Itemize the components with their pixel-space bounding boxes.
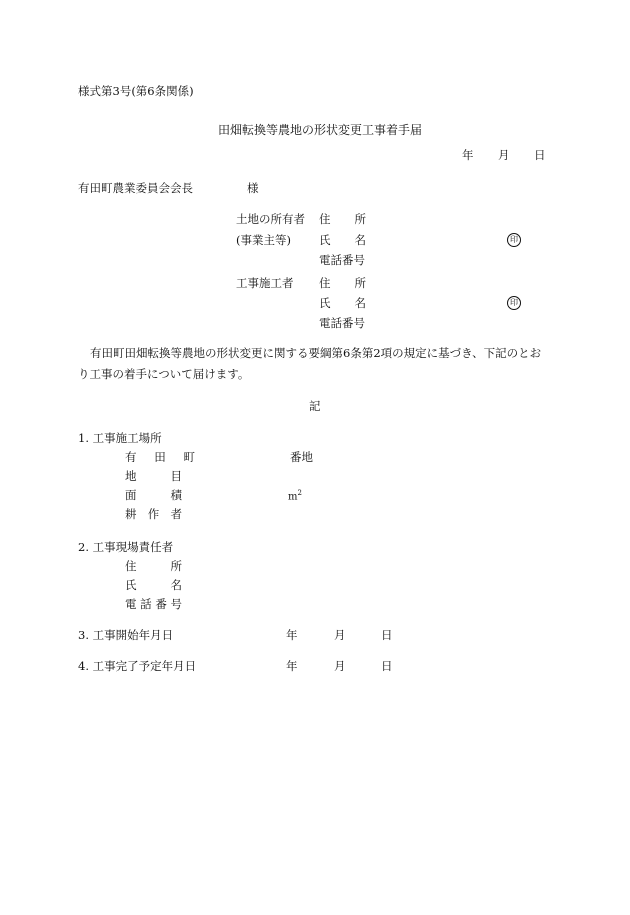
item2-phone: 電 話 番 号	[125, 597, 182, 611]
owner-address-label: 住 所	[319, 212, 366, 226]
document-title: 田畑転換等農地の形状変更工事着手届	[218, 123, 423, 137]
date-day-label: 日	[534, 148, 546, 162]
body-text-line-1: 有田町田畑転換等農地の形状変更に関する要綱第6条第2項の規定に基づき、下記のとお	[90, 346, 542, 360]
owner-seal-mark: 印	[507, 233, 521, 247]
date-month-label: 月	[498, 148, 510, 162]
addressee-honorific: 様	[247, 181, 259, 195]
contractor-address-label: 住 所	[319, 276, 366, 290]
body-text-line-2: り工事の着手について届けます。	[78, 367, 250, 381]
contractor-seal-mark: 印	[507, 296, 521, 310]
owner-phone-label: 電話番号	[319, 253, 365, 267]
date-year-label: 年	[462, 148, 474, 162]
owner-label: 土地の所有者	[236, 212, 305, 226]
owner-name-label: 氏 名	[319, 233, 366, 247]
item3-day: 日	[381, 628, 393, 642]
item1-chimoku: 地 目	[125, 469, 182, 483]
ki-heading: 記	[309, 399, 321, 413]
item1-location: 有 田 町	[125, 450, 195, 464]
contractor-name-label: 氏 名	[319, 296, 366, 310]
item3-heading: 3. 工事開始年月日	[78, 628, 174, 642]
contractor-label: 工事施工者	[236, 276, 294, 290]
item1-cultivator: 耕 作 者	[125, 507, 182, 521]
item1-banchi: 番地	[290, 450, 313, 464]
item2-heading: 2. 工事現場責任者	[78, 540, 174, 554]
owner-sublabel: (事業主等)	[236, 233, 291, 247]
item2-name: 氏 名	[125, 578, 182, 592]
item1-heading: 1. 工事施工場所	[78, 431, 162, 445]
item3-year: 年	[286, 628, 298, 642]
item4-heading: 4. 工事完了予定年月日	[78, 659, 197, 673]
item4-month: 月	[334, 659, 346, 673]
item4-day: 日	[381, 659, 393, 673]
contractor-phone-label: 電話番号	[319, 316, 365, 330]
item1-area: 面 積	[125, 488, 182, 502]
item3-month: 月	[334, 628, 346, 642]
item2-address: 住 所	[125, 559, 182, 573]
item1-area-unit: $m^2$	[288, 489, 302, 503]
item4-year: 年	[286, 659, 298, 673]
addressee-name: 有田町農業委員会会長	[78, 181, 193, 195]
form-number: 様式第3号(第6条関係)	[78, 84, 194, 98]
